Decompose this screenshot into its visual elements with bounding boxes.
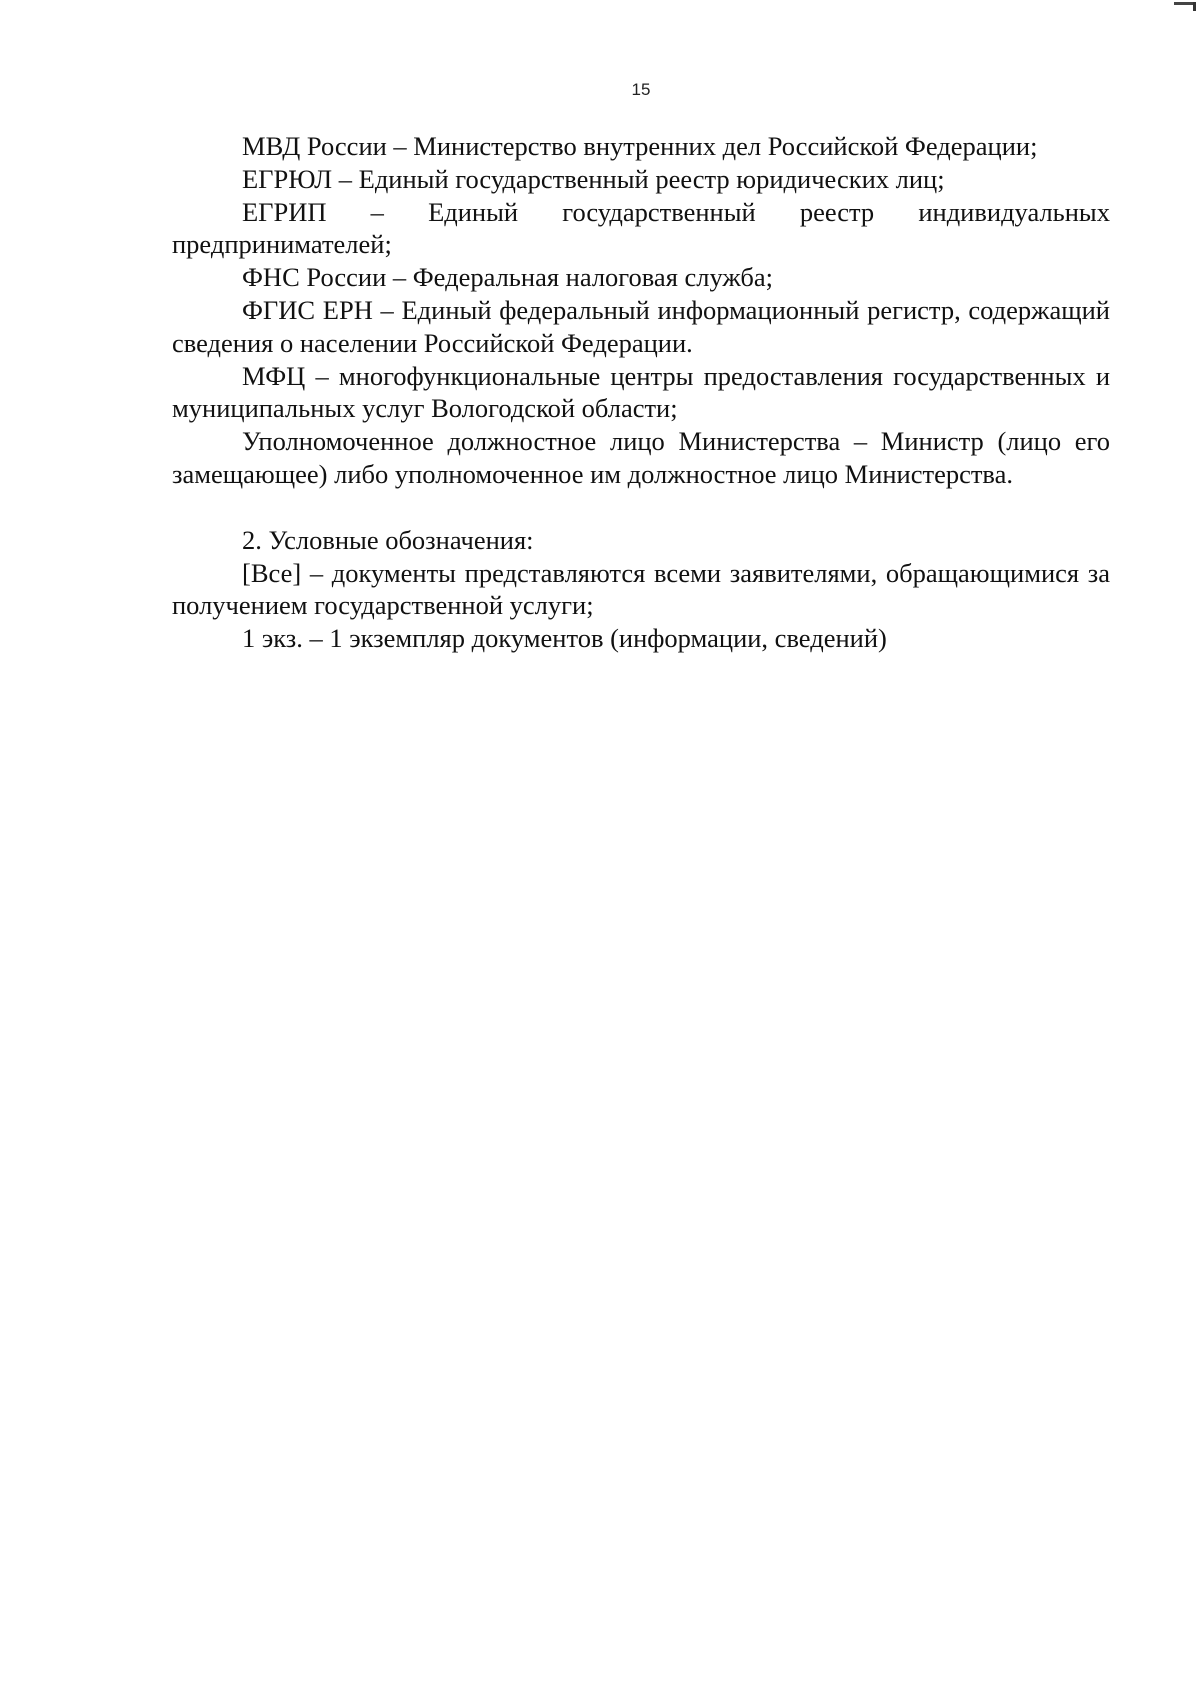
scan-corner-mark — [1174, 2, 1196, 5]
abbreviation-fgis-ern: ФГИС ЕРН – Единый федеральный информационный регистр, содержащий сведения о населении Российской Федерации. — [172, 294, 1110, 358]
abbreviation-authorized-official: Уполномоченное должностное лицо Министерства – Министр (лицо его замещающее) либо уполномоченное им должностное лицо Министерства. — [172, 426, 1110, 489]
section-gap — [172, 491, 1110, 524]
document-body — [172, 130, 1110, 655]
abbreviation-mfc: МФЦ – многофункциональные центры предоставления государственных и муниципальных услуг Вологодской области; — [172, 360, 1110, 424]
abbreviation-fns: ФНС России – Федеральная налоговая служба; — [242, 262, 773, 293]
abbreviation-mvd: МВД России – Министерство внутренних дел Российской Федерации; — [242, 131, 1038, 161]
legend-heading: 2. Условные обозначения: — [242, 524, 534, 555]
abbreviation-egrip: ЕГРИП – Единый государственный реестр индивидуальных предпринимателей; — [172, 196, 1110, 260]
legend-item-copies: 1 экз. – 1 экземпляр документов (информации, сведений) — [242, 623, 887, 654]
abbreviation-egrul: ЕГРЮЛ – Единый государственный реестр юридических лиц; — [242, 163, 945, 194]
page-number: 15 — [631, 80, 651, 99]
legend-item-all: [Все] – документы представляются всеми заявителями, обращающимися за получением государственной услуги; — [172, 557, 1110, 621]
